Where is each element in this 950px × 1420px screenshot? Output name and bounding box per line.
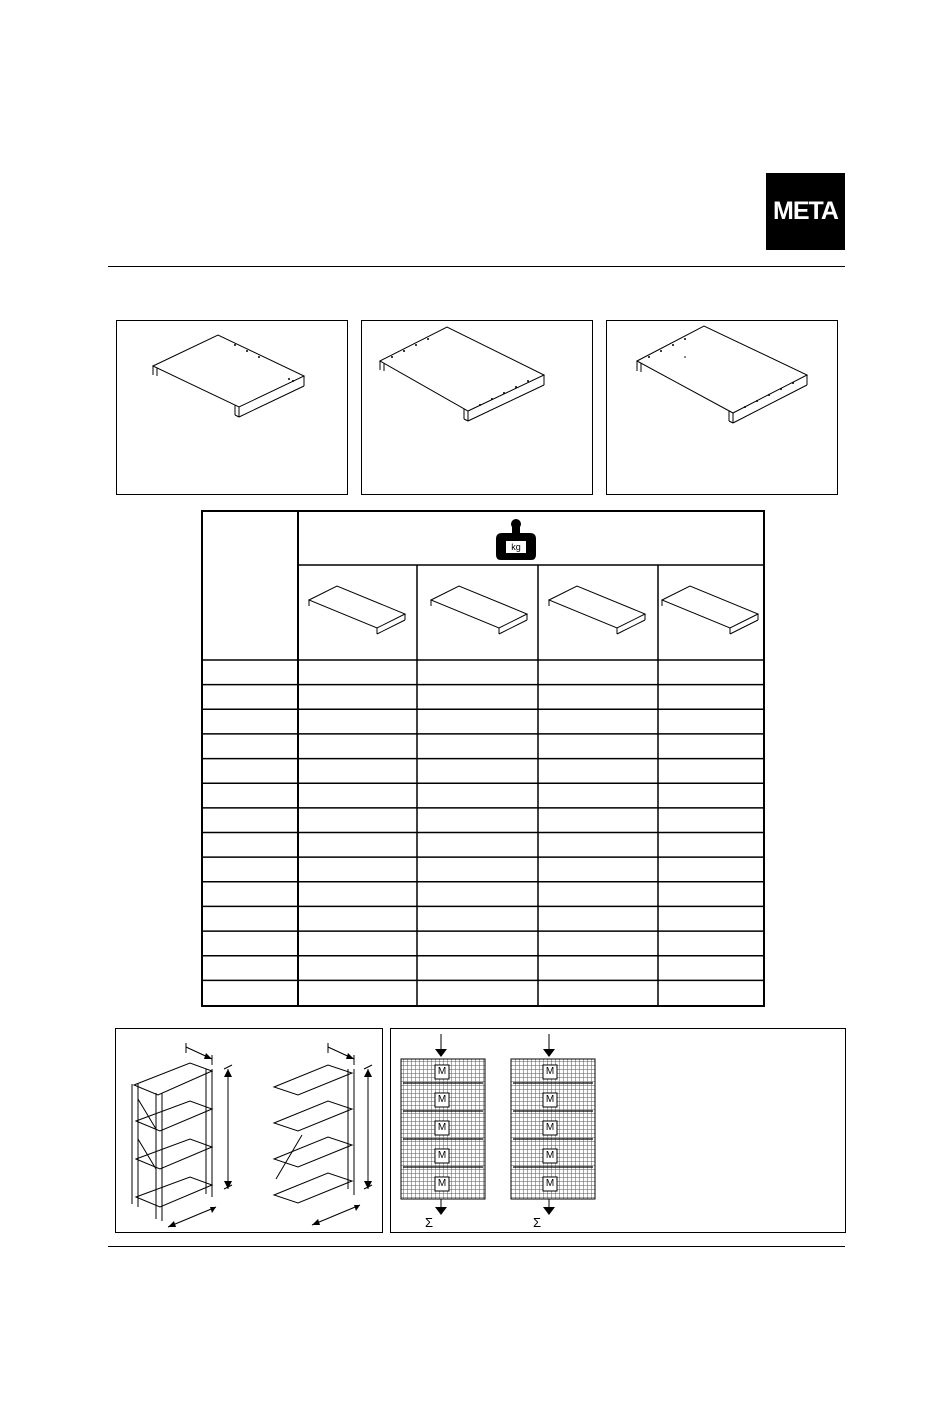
shelf-panel-large [606, 320, 838, 495]
footer-divider [108, 1246, 845, 1247]
meta-logo [766, 173, 845, 250]
shelf-panel-small [116, 320, 348, 495]
marker-m: M [437, 1066, 447, 1077]
marker-m: M [437, 1094, 447, 1105]
sum-symbol-right: Σ [533, 1215, 542, 1230]
marker-m: M [545, 1066, 555, 1077]
marker-m: M [545, 1094, 555, 1105]
weight-kg-icon [496, 519, 536, 560]
marker-m: M [545, 1178, 555, 1189]
marker-m: M [437, 1122, 447, 1133]
shelf-drawing-large [607, 321, 839, 496]
marker-m: M [437, 1150, 447, 1161]
marker-m: M [545, 1150, 555, 1161]
shelving-unit-panel [115, 1028, 383, 1233]
marker-m: M [437, 1178, 447, 1189]
shelf-drawing-medium [362, 321, 594, 496]
weight-icon-label: kg [511, 542, 521, 552]
load-distribution-panel [390, 1028, 846, 1233]
marker-m: M [545, 1122, 555, 1133]
shelf-panel-medium [361, 320, 593, 495]
table-grid [203, 512, 763, 1005]
header-divider [108, 266, 845, 267]
sum-symbol-left: Σ [425, 1215, 434, 1230]
load-capacity-table [201, 510, 765, 1007]
shelf-drawing-small [117, 321, 349, 496]
shelving-unit-drawing [116, 1029, 384, 1234]
load-distribution-drawing [391, 1029, 847, 1234]
logo-text: META [773, 197, 838, 225]
